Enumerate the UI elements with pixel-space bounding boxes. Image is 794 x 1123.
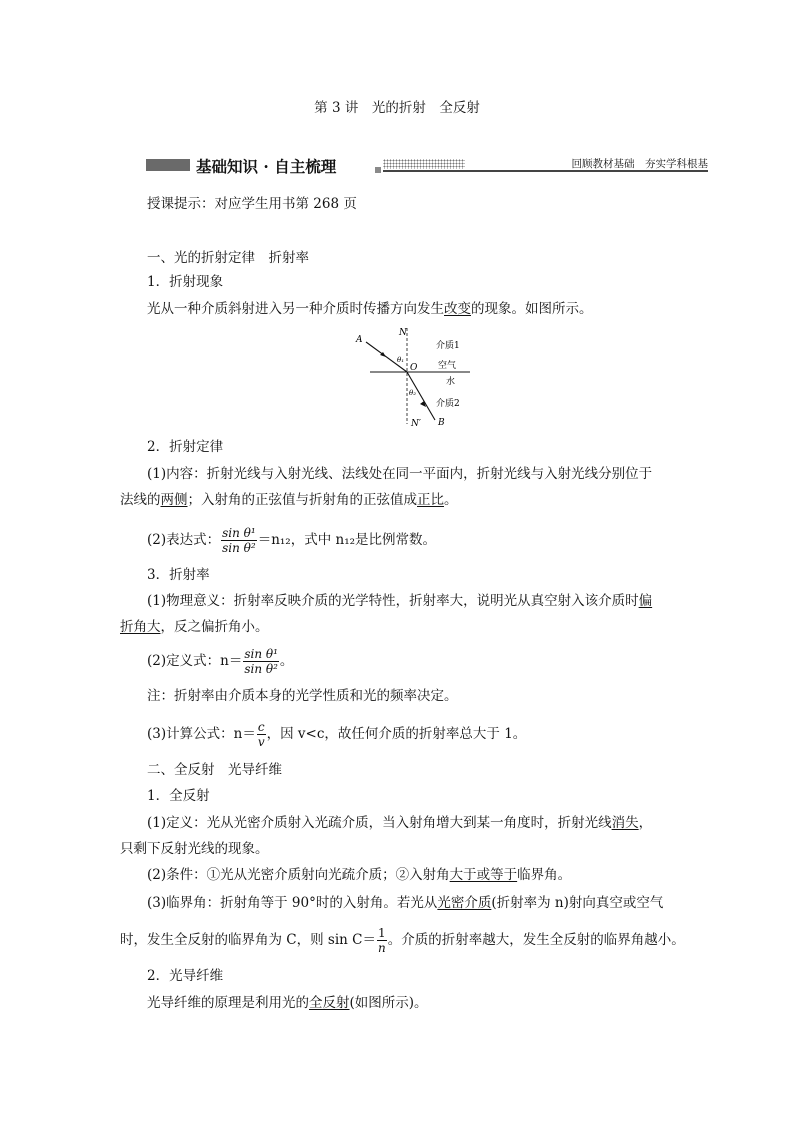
banner-square [375,167,381,173]
tir-definition-line2: 只剩下反射光线的现象。 [120,841,269,857]
label-N-prime: N′ [411,419,421,429]
section-2-title: 二、全反射 光导纤维 [147,762,282,778]
label-theta2: θ₂ [409,389,417,397]
critical-fraction: $\frac{1}{n}$ [377,926,386,955]
expression-fraction: $\frac{\text{sin θ¹}}{\text{sin θ²}}$ [222,526,256,555]
index-note: 注：折射率由介质本身的光学性质和光的频率决定。 [147,688,458,704]
label-theta1: θ₁ [397,356,405,364]
index-meaning-line2: 折角大，反之偏折角小。 [120,619,269,635]
banner-subtitle: 回顾教材基础 夯实学科根基 [571,158,708,170]
subsection-1-2-title: 2．折射定律 [147,439,224,455]
label-O: O [410,363,418,373]
label-water: 水 [446,377,456,387]
subsection-1-3-title: 3．折射率 [147,567,210,583]
index-definition: (2)定义式：n＝ $\frac{\text{sin θ¹}}{\text{sin θ²}}$ 。 [147,647,294,676]
index-formula: (3)计算公式：n＝ $\frac{c}{v}$ ，因 v<c，故任何介质的折射率总大于 1。 [147,720,527,749]
label-A: A [356,335,363,345]
refraction-diagram [350,324,475,430]
tir-critical-line1: (3)临界角：折射角等于 90°时的入射角。若光从光密介质(折射率为 n)射向真空或空气 [147,895,664,911]
tir-definition-line1: (1)定义：光从光密介质射入光疏介质，当入射角增大到某一角度时，折射光线消失， [147,815,653,831]
law-expression: (2)表达式： $\frac{\text{sin θ¹}}{\text{sin θ²}}$ ＝n₁₂，式中 n₁₂是比例常数。 [147,526,437,555]
banner-dots [383,159,465,169]
page-title: 第 3 讲 光的折射 全反射 [314,100,480,116]
tir-condition: (2)条件：①光从光密介质射向光疏介质；②入射角大于或等于临界角。 [147,867,572,883]
law-content-line2: 法线的两侧；入射角的正弦值与折射角的正弦值成正比。 [120,492,458,508]
banner-title: 基础知识 · 自主梳理 [196,157,337,176]
paragraph-refraction-phenomenon: 光从一种介质斜射进入另一种介质时传播方向发生改变的现象。如图所示。 [147,301,593,317]
formula-fraction: $\frac{c}{v}$ [257,720,265,749]
label-medium2: 介质2 [436,399,460,409]
tir-critical-line2: 时，发生全反射的临界角为 C，则 sin C＝ $\frac{1}{n}$ 。介质的折射率越大，发生全反射的临界角越小。 [120,926,685,955]
index-meaning-line1: (1)物理意义：折射率反映介质的光学特性，折射率大，说明光从真空射入该介质时偏 [147,593,653,609]
fiber-principle: 光导纤维的原理是利用光的全反射(如图所示)。 [147,995,428,1011]
subsection-2-2-title: 2．光导纤维 [147,968,224,984]
definition-fraction: $\frac{\text{sin θ¹}}{\text{sin θ²}}$ [244,647,278,676]
label-N: N [399,328,407,338]
subsection-1-1-title: 1．折射现象 [147,274,224,290]
label-medium1: 介质1 [436,341,460,351]
banner-block [146,159,190,171]
law-content-line1: (1)内容：折射光线与入射光线、法线处在同一平面内，折射光线与入射光线分别位于 [147,466,653,482]
section-banner [146,155,708,177]
subsection-2-1-title: 1．全反射 [147,788,210,804]
lesson-hint: 授课提示：对应学生用书第 268 页 [147,196,357,212]
label-air: 空气 [438,361,457,371]
label-B: B [438,418,445,428]
section-1-title: 一、光的折射定律 折射率 [147,250,309,266]
